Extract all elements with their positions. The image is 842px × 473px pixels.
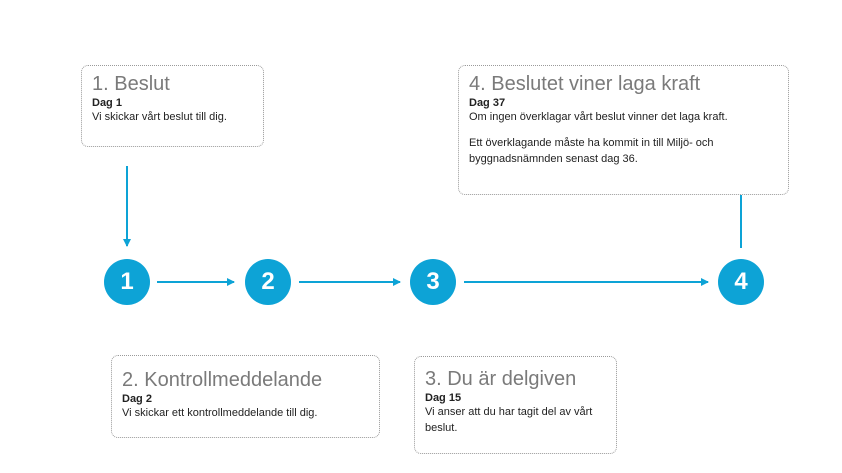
step-3-day: Dag 15 <box>425 392 462 404</box>
step-2-day: Dag 2 <box>122 393 152 405</box>
step-4-box <box>458 65 789 195</box>
step-2-circle: 2 <box>245 259 291 305</box>
step-3-text: Vi anser att du har tagit del av vårt beslut. <box>425 406 593 435</box>
step-2-box <box>111 355 380 438</box>
step-1-circle: 1 <box>104 259 150 305</box>
step-3-circle: 3 <box>410 259 456 305</box>
step-2-title: 2. Kontrollmeddelande <box>122 369 323 391</box>
step-1-box <box>81 65 264 147</box>
step-4-text-1: Om ingen överklagar vårt beslut vinner det laga kraft. <box>469 111 728 124</box>
step-4-day: Dag 37 <box>469 97 506 109</box>
step-1-day: Dag 1 <box>92 97 122 109</box>
step-4-text-2: Ett överklagande måste ha kommit in till Miljö- och byggnadsnämnden senast dag 36. <box>469 137 714 166</box>
step-4-title: 4. Beslutet viner laga kraft <box>469 73 701 95</box>
step-1-title: 1. Beslut <box>92 73 170 95</box>
step-2-text: Vi skickar ett kontrollmeddelande till dig. <box>122 407 318 420</box>
step-4-circle: 4 <box>718 259 764 305</box>
step-3-box <box>414 356 617 454</box>
step-3-title: 3. Du är delgiven <box>425 368 577 390</box>
step-1-text: Vi skickar vårt beslut till dig. <box>92 111 227 124</box>
